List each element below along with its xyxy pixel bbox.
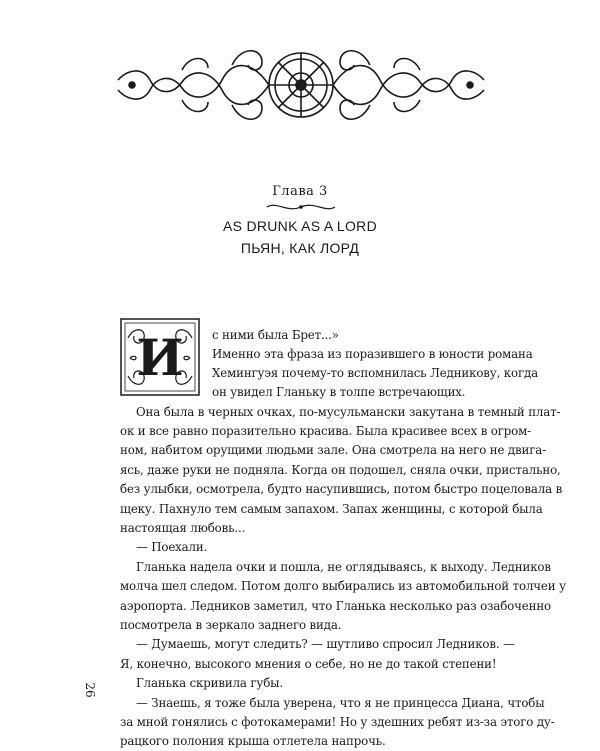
text-line: Гланька скривила губы. [136, 676, 284, 690]
text-line: молча шел следом. Потом долго выбирались из автомобильной толчеи у [120, 579, 566, 593]
ornate-dropcap [120, 318, 200, 396]
text-line: Я, конечно, высокого мнения о себе, но не до такой степени! [120, 657, 497, 671]
chapter-title-english: AS DRUNK AS A LORD [222, 218, 377, 234]
text-line: Она была в черных очках, по-мусульмански закутана в темный плат- [136, 405, 561, 419]
text-line: с ними была Брет...» [212, 328, 339, 342]
text-line: Хемингуэя почему-то вспомнилась Ледникову, когда [212, 366, 538, 380]
text-line: — Знаешь, я тоже была уверена, что я не принцесса Диана, чтобы [136, 696, 545, 710]
page-number: 26 [83, 682, 97, 698]
text-line: — Поехали. [136, 540, 208, 554]
chapter-title-russian: ПЬЯН, КАК ЛОРД [240, 240, 360, 256]
dropcap-letter: И [136, 328, 184, 387]
text-line: он увидел Гланьку в толпе встречающих. [212, 385, 466, 399]
text-line: ок и все равно поразительно красива. Была красивее всех в огром- [120, 424, 531, 438]
ornamental-header-icon [112, 40, 490, 130]
text-line: рацкого полония крыша отлетела напрочь. [120, 734, 386, 748]
text-line: Именно эта фраза из поразившего в юности романа [212, 347, 533, 361]
text-line: ном, набитом орущими людьми зале. Она смотрела на него не двига- [120, 443, 546, 457]
text-line: настоящая любовь... [120, 521, 246, 535]
text-line: Гланька надела очки и пошла, не оглядываясь, к выходу. Ледников [136, 560, 551, 574]
text-line: аэропорта. Ледников заметил, что Гланька несколько раз озабоченно [120, 599, 551, 613]
text-line: без улыбки, осмотрела, будто насупившись, потом быстро поцеловала в [120, 482, 563, 496]
text-line: за мной гонялись с фотокамерами! Но у здешних ребят из-за этого ду- [120, 715, 555, 729]
text-line: щеку. Пахнуло тем самым запахом. Запах женщины, с которой была [120, 502, 543, 516]
chapter-label: Глава 3 [272, 184, 328, 199]
text-line: посмотрела в зеркало заднего вида. [120, 618, 342, 632]
flourish-divider-icon [265, 201, 337, 213]
text-line: — Думаешь, могут следить? — шутливо спросил Ледников. — [136, 637, 515, 651]
text-line: ясь, даже руки не подняла. Когда он подошел, сняла очки, пристально, [120, 463, 561, 477]
